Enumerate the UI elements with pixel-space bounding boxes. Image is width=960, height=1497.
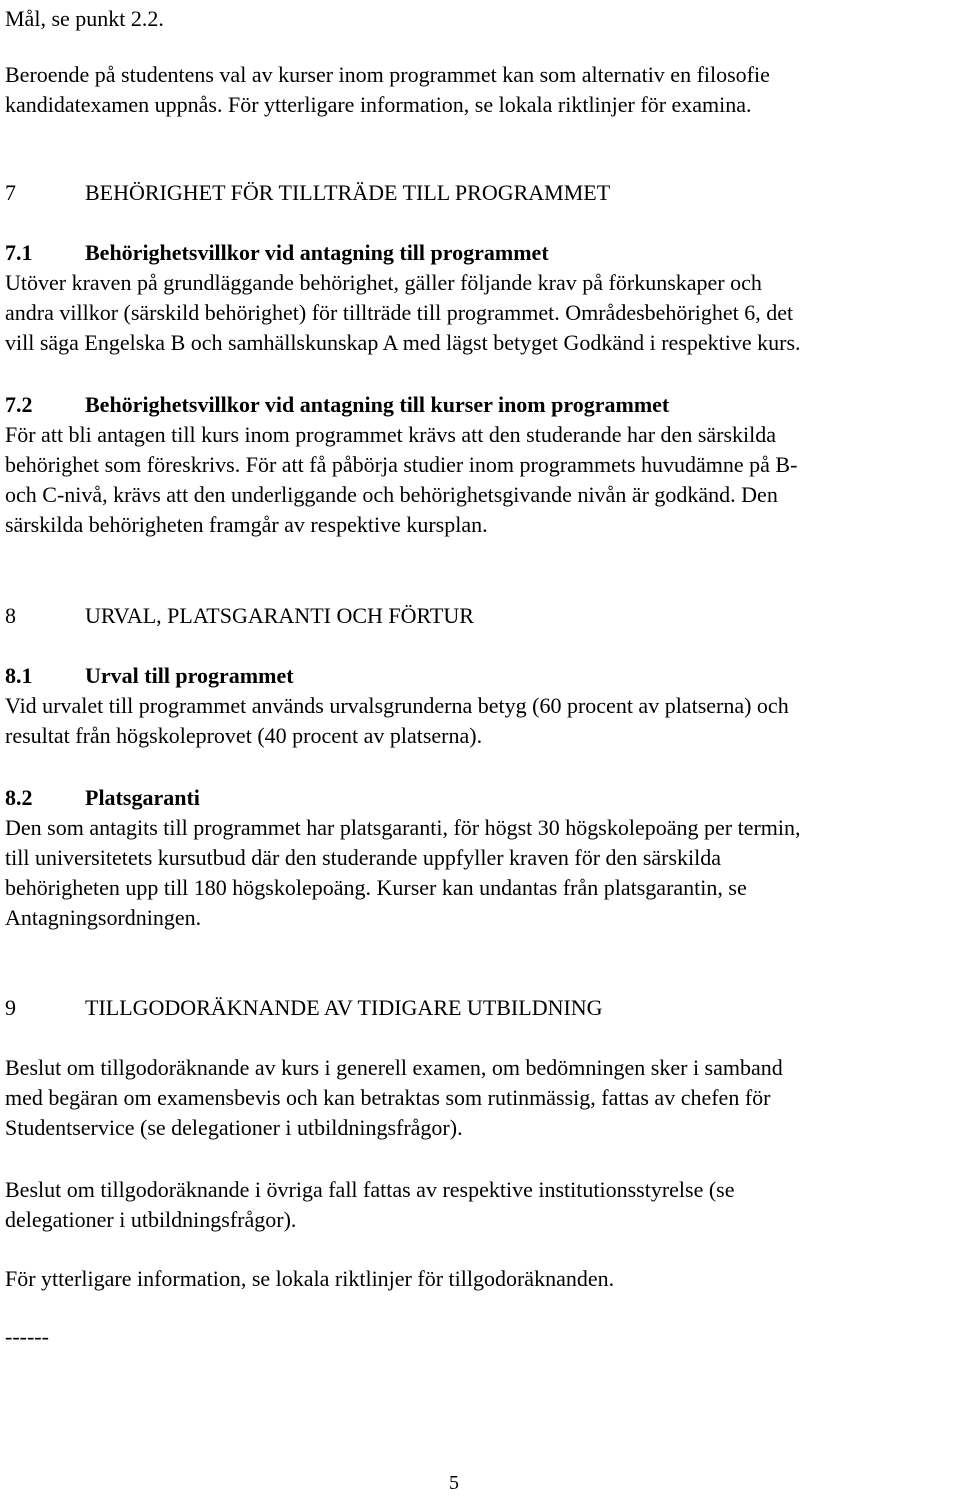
section-9-p1-line-1: Beslut om tillgodoräknande av kurs i generell examen, om bedömningen sker i samband <box>5 1055 783 1080</box>
section-8-2-line-1: Den som antagits till programmet har platsgaranti, för högst 30 högskolepoäng per termin, <box>5 815 801 840</box>
section-7-2-title: Behörighetsvillkor vid antagning till kurser inom programmet <box>85 392 670 417</box>
section-8-1-number: 8.1 <box>5 663 33 688</box>
section-9-paragraph-1 <box>5 1053 955 1143</box>
page-number: 5 <box>449 1472 459 1494</box>
section-7-1-line-1: Utöver kraven på grundläggande behörighet, gäller följande krav på förkunskaper och <box>5 270 762 295</box>
section-8-1-line-2: resultat från högskoleprovet (40 procent av platserna). <box>5 723 483 748</box>
section-7-2-number: 7.2 <box>5 392 33 417</box>
section-7-1-line-2: andra villkor (särskild behörighet) för tillträde till programmet. Områdesbehörighet 6, det <box>5 300 794 325</box>
section-9-heading <box>5 993 955 1023</box>
section-8-2 <box>5 783 955 933</box>
section-8-1-title: Urval till programmet <box>85 663 294 688</box>
section-7-heading <box>5 178 955 208</box>
section-9-p2-line-1: Beslut om tillgodoräknande i övriga fall fattas av respektive institutionsstyrelse (se <box>5 1177 735 1202</box>
section-8-2-title: Platsgaranti <box>85 785 200 810</box>
intro-paragraph-line-2: kandidatexamen uppnås. För ytterligare information, se lokala riktlinjer för examina. <box>5 92 752 117</box>
section-9-paragraph-3 <box>5 1264 955 1294</box>
section-7-1-title: Behörighetsvillkor vid antagning till programmet <box>85 240 549 265</box>
dashes-text: ------ <box>5 1324 49 1349</box>
section-9-p2-line-2: delegationer i utbildningsfrågor). <box>5 1207 297 1232</box>
section-7-title: BEHÖRIGHET FÖR TILLTRÄDE TILL PROGRAMMET <box>85 180 611 205</box>
section-9-p1-line-3: Studentservice (se delegationer i utbildningsfrågor). <box>5 1115 463 1140</box>
section-9-title: TILLGODORÄKNANDE AV TIDIGARE UTBILDNING <box>85 995 603 1020</box>
intro-text: Mål, se punkt 2.2. <box>5 6 164 31</box>
section-8-1 <box>5 661 955 751</box>
section-7-1 <box>5 238 955 358</box>
section-7-number: 7 <box>5 180 16 205</box>
section-7-1-line-3: vill säga Engelska B och samhällskunskap A med lägst betyget Godkänd i respektive kurs. <box>5 330 801 355</box>
section-9-paragraph-2 <box>5 1175 955 1235</box>
section-7-1-number: 7.1 <box>5 240 33 265</box>
section-7-2-line-3: och C-nivå, krävs att den underliggande och behörighetsgivande nivån är godkänd. Den <box>5 482 778 507</box>
section-9-p3-line: För ytterligare information, se lokala riktlinjer för tillgodoräknanden. <box>5 1266 615 1291</box>
section-9-number: 9 <box>5 995 16 1020</box>
section-7-2-line-1: För att bli antagen till kurs inom programmet krävs att den studerande har den särskilda <box>5 422 777 447</box>
intro-line <box>5 4 955 34</box>
section-8-number: 8 <box>5 603 16 628</box>
section-8-title: URVAL, PLATSGARANTI OCH FÖRTUR <box>85 603 474 628</box>
separator-dashes <box>5 1322 955 1352</box>
section-8-2-line-3: behörigheten upp till 180 högskolepoäng. Kurser kan undantas från platsgarantin, se <box>5 875 747 900</box>
section-8-2-line-2: till universitetets kursutbud där den studerande uppfyller kraven för den särskilda <box>5 845 722 870</box>
intro-paragraph <box>5 60 955 120</box>
section-8-2-line-4: Antagningsordningen. <box>5 905 202 930</box>
section-7-2-line-4: särskilda behörigheten framgår av respektive kursplan. <box>5 512 488 537</box>
section-8-heading <box>5 601 955 631</box>
intro-paragraph-line-1: Beroende på studentens val av kurser inom programmet kan som alternativ en filosofie <box>5 62 770 87</box>
section-8-2-number: 8.2 <box>5 785 33 810</box>
section-9-p1-line-2: med begäran om examensbevis och kan betraktas som rutinmässig, fattas av chefen för <box>5 1085 771 1110</box>
section-7-2-line-2: behörighet som föreskrivs. För att få påbörja studier inom programmets huvudämne på B- <box>5 452 798 477</box>
section-8-1-line-1: Vid urvalet till programmet används urvalsgrunderna betyg (60 procent av platserna) och <box>5 693 789 718</box>
section-7-2 <box>5 390 955 540</box>
